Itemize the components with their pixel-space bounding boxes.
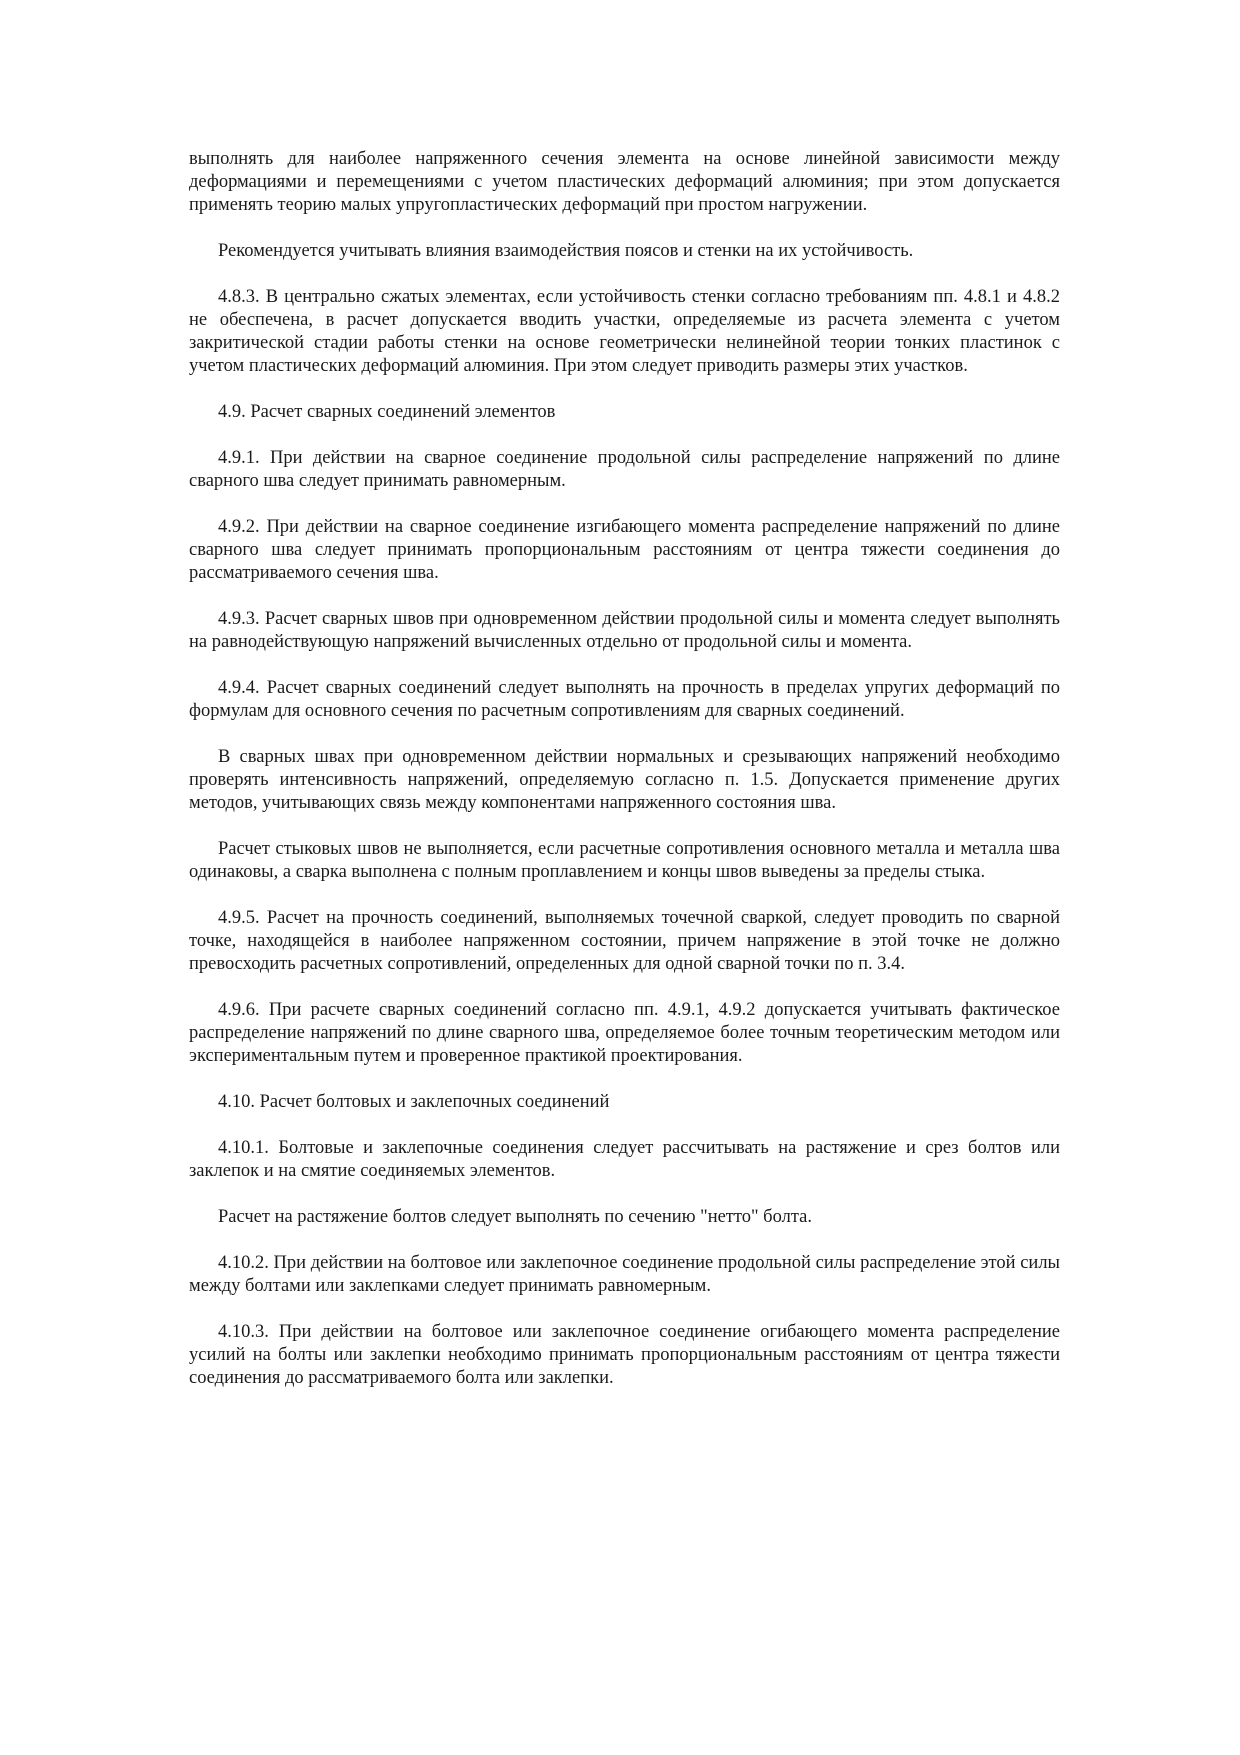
- clause-4-9-1: 4.9.1. При действии на сварное соединение продольной силы распределение напряжений по длине сварного шва следует принимать равномерным.: [189, 448, 1060, 491]
- paragraph-combined-stresses: В сварных швах при одновременном действии нормальных и срезывающих напряжений необходимо проверять интенсивность напряжений, определяемую согласно п. 1.5. Допускается применение других методов, учитывающих связь между компонентами напряженного состояния шва.: [189, 747, 1060, 813]
- paragraph-butt-welds: Расчет стыковых швов не выполняется, если расчетные сопротивления основного металла и металла шва одинаковы, а сварка выполнена с полным проплавлением и концы швов выведены за пределы стыка.: [189, 839, 1060, 882]
- clause-4-9-4: 4.9.4. Расчет сварных соединений следует выполнять на прочность в пределах упругих деформаций по формулам для основного сечения по расчетным сопротивлениям для сварных соединений.: [189, 678, 1060, 721]
- clause-4-10-3: 4.10.3. При действии на болтовое или заклепочное соединение огибающего момента распределение усилий на болты или заклепки необходимо принимать пропорциональным расстояниям от центра тяжести соединения до рассматриваемого болта или заклепки.: [189, 1322, 1060, 1388]
- clause-4-9-5: 4.9.5. Расчет на прочность соединений, выполняемых точечной сваркой, следует проводить по сварной точке, находящейся в наиболее напряженном состоянии, причем напряжение в этой точке не должно превосходить расчетных сопротивлений, определенных для одной сварной точки по п. 3.4.: [189, 908, 1060, 974]
- clause-4-10-1: 4.10.1. Болтовые и заклепочные соединения следует рассчитывать на растяжение и срез болтов или заклепок и на смятие соединяемых элементов.: [189, 1138, 1060, 1181]
- clause-4-9-2: 4.9.2. При действии на сварное соединение изгибающего момента распределение напряжений по длине сварного шва следует принимать пропорциональным расстояниям от центра тяжести соединения до рассматриваемого сечения шва.: [189, 517, 1060, 583]
- paragraph-bolt-tension: Расчет на растяжение болтов следует выполнять по сечению "нетто" болта.: [218, 1207, 812, 1227]
- clause-4-9-6: 4.9.6. При расчете сварных соединений согласно пп. 4.9.1, 4.9.2 допускается учитывать фактическое распределение напряжений по длине сварного шва, определяемое более точным теоретическим методом или экспериментальным путем и проверенное практикой проектирования.: [189, 1000, 1060, 1066]
- clause-4-10-2: 4.10.2. При действии на болтовое или заклепочное соединение продольной силы распределение этой силы между болтами или заклепками следует принимать равномерным.: [189, 1253, 1060, 1296]
- document-page: [189, 148, 1060, 1413]
- paragraph-continuation: выполнять для наиболее напряженного сечения элемента на основе линейной зависимости между деформациями и перемещениями с учетом пластических деформаций алюминия; при этом допускается применять теорию малых упругопластических деформаций при простом нагружении.: [189, 149, 1060, 215]
- paragraph-recommendation: Рекомендуется учитывать влияния взаимодействия поясов и стенки на их устойчивость.: [218, 241, 914, 261]
- clause-4-9-3: 4.9.3. Расчет сварных швов при одновременном действии продольной силы и момента следует выполнять на равнодействующую напряжений вычисленных отдельно от продольной силы и момента.: [189, 609, 1060, 652]
- clause-4-8-3: 4.8.3. В центрально сжатых элементах, если устойчивость стенки согласно требованиям пп. 4.8.1 и 4.8.2 не обеспечена, в расчет допускается вводить участки, определяемые из расчета элемента с учетом закритической стадии работы стенки на основе геометрически нелинейной теории тонких пластинок с учетом пластических деформаций алюминия. При этом следует приводить размеры этих участков.: [189, 287, 1060, 376]
- section-heading-4-9: 4.9. Расчет сварных соединений элементов: [218, 402, 556, 422]
- section-heading-4-10: 4.10. Расчет болтовых и заклепочных соединений: [218, 1092, 610, 1112]
